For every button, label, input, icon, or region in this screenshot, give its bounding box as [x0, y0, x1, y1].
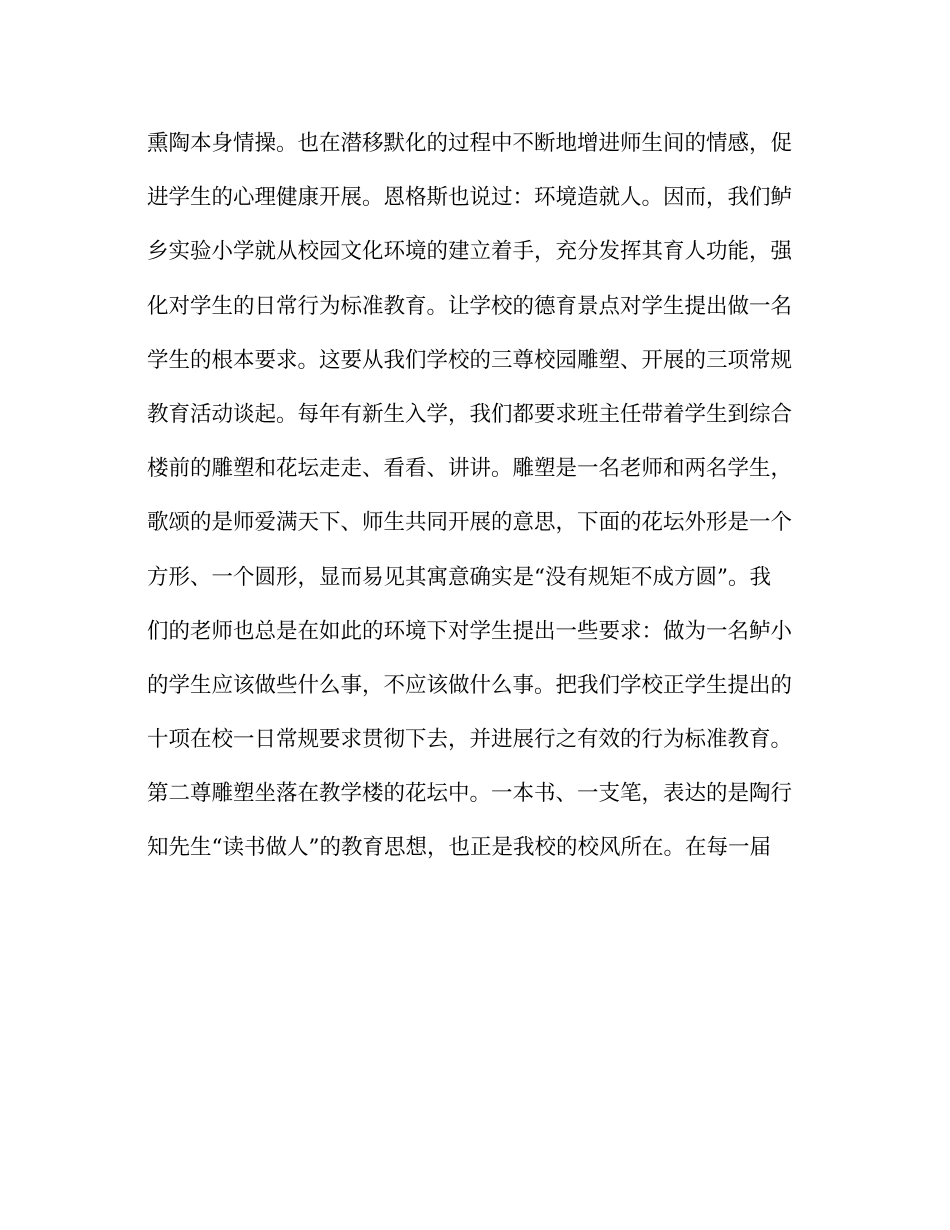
text-line: 第二尊雕塑坐落在教学楼的花坛中。一本书、一支笔，表达的是陶行 — [147, 781, 793, 807]
text-line: 知先生“读书做人”的教育思想，也正是我校的校风所在。在每一届 — [147, 835, 771, 861]
text-line: 楼前的雕塑和花坛走走、看看、讲讲。雕塑是一名老师和两名学生， — [147, 456, 793, 482]
text-line: 十项在校一日常规要求贯彻下去，并进展行之有效的行为标准教育。 — [147, 727, 793, 753]
body-text — [147, 124, 807, 883]
text-line: 学生的根本要求。这要从我们学校的三尊校园雕塑、开展的三项常规 — [147, 347, 793, 373]
text-line: 教育活动谈起。每年有新生入学，我们都要求班主任带着学生到综合 — [147, 401, 793, 427]
text-line: 方形、一个圆形，显而易见其寓意确实是“没有规矩不成方圆”。我 — [147, 564, 771, 590]
text-line: 的学生应该做些什么事，不应该做什么事。把我们学校正学生提出的 — [147, 672, 793, 698]
text-line: 熏陶本身情操。也在潜移默化的过程中不断地增进师生间的情感，促 — [147, 131, 793, 156]
text-line: 化对学生的日常行为标准教育。让学校的德育景点对学生提出做一名 — [147, 293, 793, 319]
text-line: 进学生的心理健康开展。恩格斯也说过：环境造就人。因而，我们鲈 — [147, 185, 793, 211]
text-line: 歌颂的是师爱满天下、师生共同开展的意思，下面的花坛外形是一个 — [147, 510, 793, 536]
text-line: 们的老师也总是在如此的环境下对学生提出一些要求：做为一名鲈小 — [147, 618, 793, 644]
text-line: 乡实验小学就从校园文化环境的建立着手，充分发挥其育人功能，强 — [147, 239, 793, 265]
